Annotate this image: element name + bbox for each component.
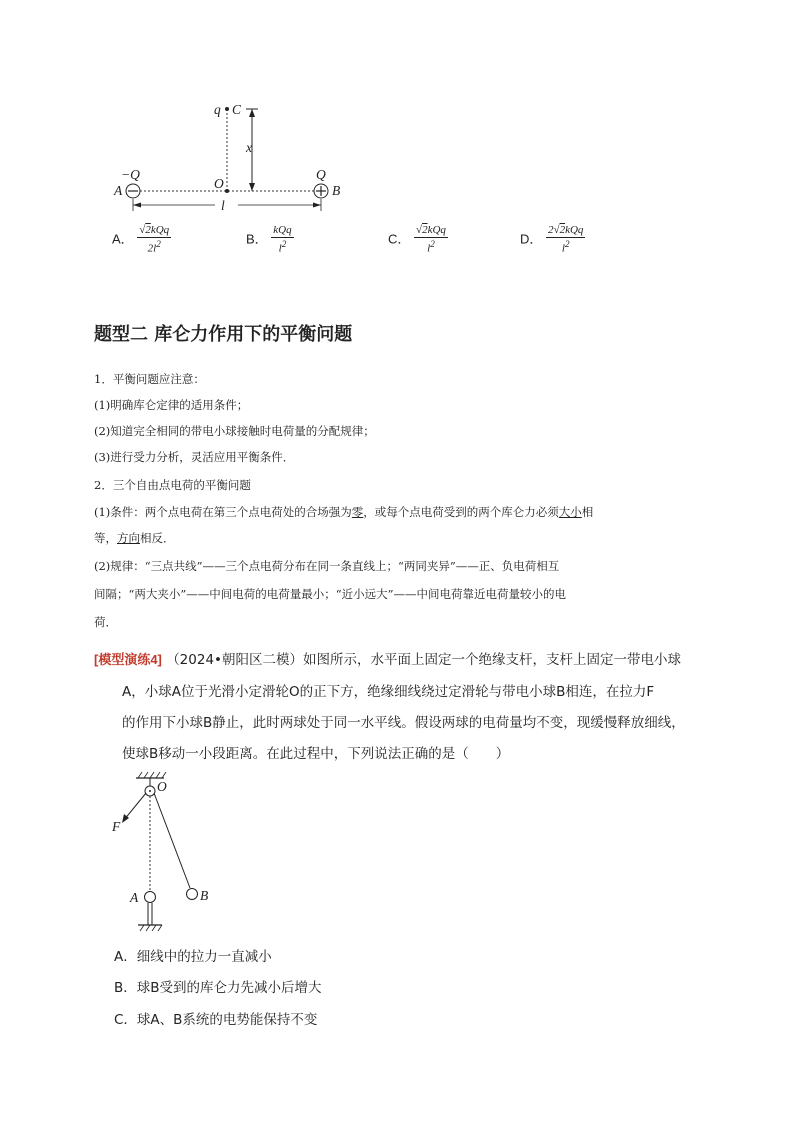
fig2-label-O: O (157, 779, 167, 794)
problem-line-1: [模型演练4] （2024•朝阳区二模）如图所示，水平面上固定一个绝缘支杆，支杆上固定一带电小球 (94, 652, 682, 668)
problem-line-2: A，小球A位于光滑小定滑轮O的正下方，绝缘细线绕过定滑轮与带电小球B相连，在拉力F (122, 684, 655, 700)
note-2-1-cont: 等，方向相反． (94, 531, 175, 545)
label-q: q (214, 102, 221, 117)
option-1-B[interactable]: B． $\frac{\text{kQq}}{l^2}$ (246, 224, 292, 255)
problem-line-4: 使球B移动一小段距离。在此过程中，下列说法正确的是（ ） (122, 746, 510, 762)
problem-tag: [模型演练4] (94, 652, 162, 667)
note-2-2-end: 荷． (94, 615, 117, 629)
problem-line-3: 的作用下小球B静止，此时两球处于同一水平线。假设两球的电荷量均不变，现缓慢释放细线， (122, 715, 685, 731)
label-l: l (221, 198, 225, 213)
fig2-label-B: B (200, 888, 209, 903)
option-2-C[interactable]: C．球A、B系统的电势能保持不变 (114, 1012, 318, 1028)
note-2: 2．三个自由点电荷的平衡问题 (94, 478, 251, 492)
label-C: C (232, 102, 242, 117)
option-1-C[interactable]: C． $\frac{\text{√2kQq}}{l^2}$ (388, 224, 446, 255)
note-2-2: (2)规律：“三点共线”——三个点电荷分布在同一条直线上；“两同夹异”——正、负电荷相互 (94, 559, 560, 573)
label-Q: Q (316, 167, 326, 182)
option-2-B[interactable]: B．球B受到的库仑力先减小后增大 (114, 980, 322, 996)
fig2-label-A: A (130, 890, 139, 905)
note-1-3: (3)进行受力分析，灵活应用平衡条件． (94, 450, 295, 464)
option-1-D[interactable]: D． $\frac{\text{2√2kQq}}{l^2}$ (520, 224, 584, 255)
label-B-charge: B (332, 183, 341, 198)
fig2-label-F: F (112, 819, 121, 834)
option-1-A[interactable]: A． $\frac{\text{√2kQq}}{2l^2}$ (112, 224, 170, 255)
label-minus-Q: −Q (121, 167, 140, 182)
label-A-charge: A (114, 183, 123, 198)
note-1-2: (2)知道完全相同的带电小球接触时电荷量的分配规律； (94, 424, 375, 438)
note-2-2-cont: 间隔；“两大夹小”——中间电荷的电荷量最小；“近小远大”——中间电荷靠近电荷量较小的电 (94, 587, 567, 601)
note-1: 1．平衡问题应注意： (94, 372, 205, 386)
label-O-point: O (214, 176, 224, 191)
section-title: 题型二 库仑力作用下的平衡问题 (94, 324, 353, 345)
note-2-1: (1)条件：两个点电荷在第三个点电荷处的合场强为零，或每个点电荷受到的两个库仑力必须大小相 (94, 505, 594, 519)
label-x: x (246, 140, 252, 155)
figure-point-charges (110, 95, 350, 220)
option-2-A[interactable]: A．细线中的拉力一直减小 (114, 949, 272, 965)
note-1-1: (1)明确库仑定律的适用条件； (94, 398, 249, 412)
